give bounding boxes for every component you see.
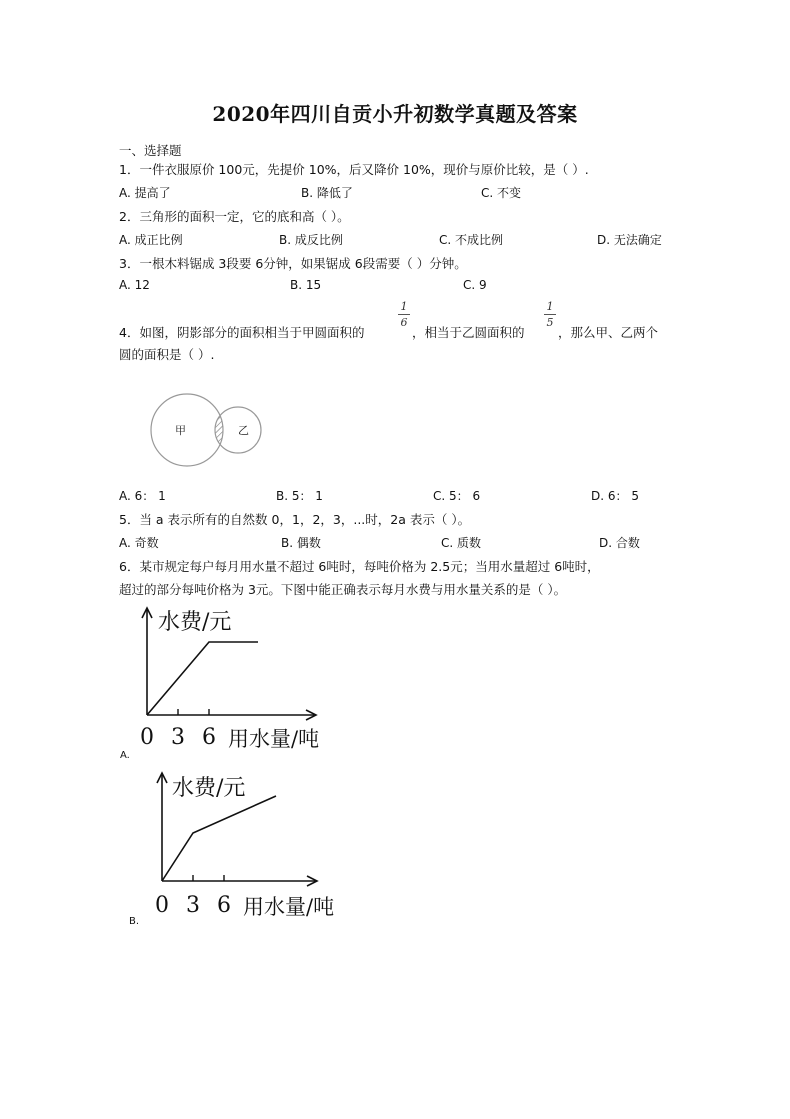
q5-option-b[interactable]: B. 偶数 bbox=[281, 536, 321, 550]
q1-option-c[interactable]: C. 不变 bbox=[481, 186, 522, 200]
question-3: 3．一根木料锯成 3段要 6分钟，如果锯成 6段需要（ ）分钟。 bbox=[119, 256, 467, 271]
graph-b-line bbox=[162, 796, 276, 881]
graph-a-caption[interactable]: A. bbox=[120, 750, 130, 761]
graph-b-tick-label-0: 0 bbox=[155, 893, 169, 918]
question-2: 2．三角形的面积一定，它的底和高（ ）。 bbox=[119, 209, 350, 224]
page-title: 2020年四川自贡小升初数学真题及答案 bbox=[212, 102, 578, 126]
section-heading: 一、选择题 bbox=[119, 143, 182, 158]
graph-b-ylabel: 水费/元 bbox=[172, 776, 246, 801]
graph-b-tick-label-6: 6 bbox=[217, 893, 231, 918]
q1-option-a[interactable]: A. 提高了 bbox=[119, 186, 171, 200]
q3-option-b[interactable]: B. 15 bbox=[290, 278, 322, 292]
q3-option-c[interactable]: C. 9 bbox=[463, 278, 487, 292]
graph-b-xlabel: 用水量/吨 bbox=[243, 895, 335, 919]
question-4-part-c: ，那么甲、乙两个 bbox=[558, 325, 659, 340]
graph-a-ylabel: 水费/元 bbox=[158, 610, 232, 635]
question-4-part-b: ，相当于乙圆面积的 bbox=[412, 325, 525, 340]
q2-option-d[interactable]: D. 无法确定 bbox=[597, 233, 662, 247]
circle-jia bbox=[151, 394, 223, 466]
graph-b-tick-label-3: 3 bbox=[186, 893, 200, 918]
graph-b bbox=[146, 765, 376, 920]
q4-option-d[interactable]: D. 6： 5 bbox=[591, 489, 639, 503]
question-5: 5．当 a 表示所有的自然数 0，1，2，3，...时，2a 表示（ ）。 bbox=[119, 512, 471, 527]
q5-option-a[interactable]: A. 奇数 bbox=[119, 536, 159, 550]
overlapping-circles-figure bbox=[145, 390, 275, 472]
q5-option-c[interactable]: C. 质数 bbox=[441, 536, 482, 550]
graph-a bbox=[130, 600, 360, 750]
question-6-line1: 6．某市规定每户每月用水量不超过 6吨时，每吨价格为 2.5元；当用水量超过 6吨时， bbox=[119, 559, 600, 574]
fraction-one-sixth: 1 6 bbox=[398, 300, 410, 329]
q4-option-c[interactable]: C. 5： 6 bbox=[433, 489, 481, 503]
graph-a-xlabel: 用水量/吨 bbox=[228, 727, 320, 750]
q2-option-c[interactable]: C. 不成比例 bbox=[439, 233, 504, 247]
question-4-part-a: 4．如图，阴影部分的面积相当于甲圆面积的 bbox=[119, 325, 365, 340]
graph-a-tick-label-6: 6 bbox=[202, 725, 216, 750]
q4-option-b[interactable]: B. 5： 1 bbox=[276, 489, 323, 503]
graph-a-tick-label-0: 0 bbox=[140, 725, 154, 750]
q3-option-a[interactable]: A. 12 bbox=[119, 278, 150, 292]
q1-option-b[interactable]: B. 降低了 bbox=[301, 186, 353, 200]
q4-option-a[interactable]: A. 6： 1 bbox=[119, 489, 166, 503]
question-4-line2: 圆的面积是（ ）. bbox=[119, 347, 215, 362]
q2-option-b[interactable]: B. 成反比例 bbox=[279, 233, 343, 247]
graph-b-caption[interactable]: B. bbox=[129, 916, 140, 927]
circle-jia-label: 甲 bbox=[175, 424, 186, 437]
fraction-one-fifth: 1 5 bbox=[544, 300, 556, 329]
graph-a-line bbox=[147, 642, 258, 715]
q2-option-a[interactable]: A. 成正比例 bbox=[119, 233, 183, 247]
graph-a-tick-label-3: 3 bbox=[171, 725, 185, 750]
circle-yi-label: 乙 bbox=[238, 424, 249, 437]
question-1: 1．一件衣服原价 100元，先提价 10%，后又降价 10%，现价与原价比较，是（ ）. bbox=[119, 162, 589, 177]
question-6-line2: 超过的部分每吨价格为 3元。下图中能正确表示每月水费与用水量关系的是（ ）。 bbox=[119, 582, 567, 597]
q5-option-d[interactable]: D. 合数 bbox=[599, 536, 640, 550]
